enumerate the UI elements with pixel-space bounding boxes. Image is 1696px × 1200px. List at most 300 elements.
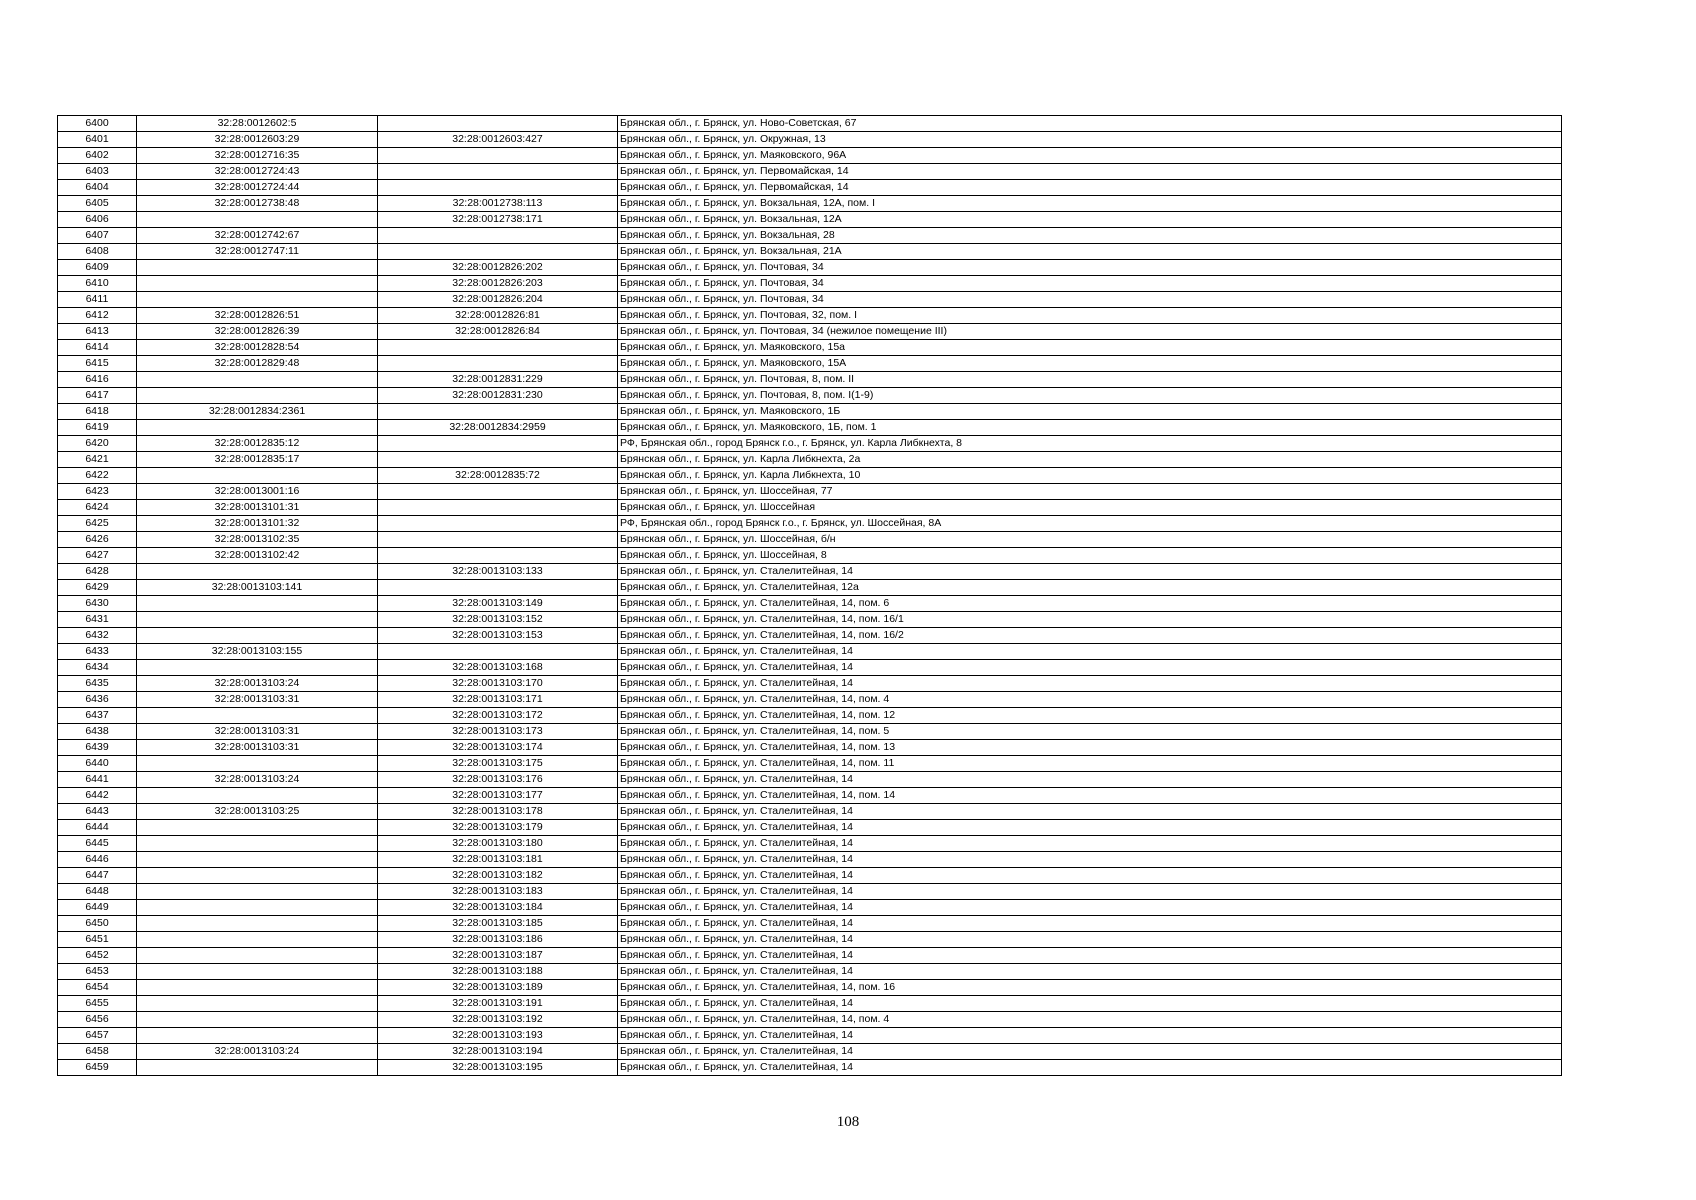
row-number-cell: 6415 xyxy=(58,356,137,372)
row-number-cell: 6418 xyxy=(58,404,137,420)
address-cell: Брянская обл., г. Брянск, ул. Сталелитейная, 14, пом. 6 xyxy=(618,596,1562,612)
object-cadastral-number-cell: 32:28:0013103:149 xyxy=(378,596,618,612)
land-cadastral-number-cell: 32:28:0013103:31 xyxy=(137,740,378,756)
land-cadastral-number-cell xyxy=(137,996,378,1012)
address-cell: Брянская обл., г. Брянск, ул. Сталелитейная, 14 xyxy=(618,676,1562,692)
object-cadastral-number-cell xyxy=(378,516,618,532)
object-cadastral-number-cell: 32:28:0013103:168 xyxy=(378,660,618,676)
address-cell: Брянская обл., г. Брянск, ул. Сталелитейная, 14 xyxy=(618,1044,1562,1060)
address-cell: Брянская обл., г. Брянск, ул. Сталелитейная, 14 xyxy=(618,1028,1562,1044)
address-cell: Брянская обл., г. Брянск, ул. Сталелитейная, 14 xyxy=(618,1060,1562,1076)
address-cell: Брянская обл., г. Брянск, ул. Сталелитейная, 14 xyxy=(618,948,1562,964)
table-row xyxy=(58,228,1562,244)
address-cell: Брянская обл., г. Брянск, ул. Сталелитейная, 14 xyxy=(618,996,1562,1012)
object-cadastral-number-cell: 32:28:0013103:153 xyxy=(378,628,618,644)
table-row xyxy=(58,132,1562,148)
land-cadastral-number-cell: 32:28:0012828:54 xyxy=(137,340,378,356)
row-number-cell: 6421 xyxy=(58,452,137,468)
address-cell: Брянская обл., г. Брянск, ул. Почтовая, 8, пом. I(1-9) xyxy=(618,388,1562,404)
object-cadastral-number-cell: 32:28:0013103:193 xyxy=(378,1028,618,1044)
row-number-cell: 6434 xyxy=(58,660,137,676)
land-cadastral-number-cell: 32:28:0012835:12 xyxy=(137,436,378,452)
row-number-cell: 6445 xyxy=(58,836,137,852)
object-cadastral-number-cell: 32:28:0012603:427 xyxy=(378,132,618,148)
table-row xyxy=(58,724,1562,740)
row-number-cell: 6454 xyxy=(58,980,137,996)
table-row xyxy=(58,516,1562,532)
land-cadastral-number-cell xyxy=(137,564,378,580)
object-cadastral-number-cell: 32:28:0012835:72 xyxy=(378,468,618,484)
land-cadastral-number-cell: 32:28:0013103:24 xyxy=(137,772,378,788)
address-cell: Брянская обл., г. Брянск, ул. Первомайская, 14 xyxy=(618,180,1562,196)
row-number-cell: 6431 xyxy=(58,612,137,628)
address-cell: Брянская обл., г. Брянск, ул. Шоссейная xyxy=(618,500,1562,516)
table-row xyxy=(58,996,1562,1012)
land-cadastral-number-cell xyxy=(137,212,378,228)
address-cell: Брянская обл., г. Брянск, ул. Сталелитейная, 14 xyxy=(618,964,1562,980)
table-row xyxy=(58,372,1562,388)
table-row xyxy=(58,596,1562,612)
address-cell: Брянская обл., г. Брянск, ул. Карла Либкнехта, 2а xyxy=(618,452,1562,468)
land-cadastral-number-cell xyxy=(137,948,378,964)
address-cell: Брянская обл., г. Брянск, ул. Почтовая, 34 xyxy=(618,276,1562,292)
object-cadastral-number-cell: 32:28:0012831:230 xyxy=(378,388,618,404)
address-cell: Брянская обл., г. Брянск, ул. Сталелитейная, 12а xyxy=(618,580,1562,596)
table-row xyxy=(58,612,1562,628)
address-cell: РФ, Брянская обл., город Брянск г.о., г. Брянск, ул. Шоссейная, 8А xyxy=(618,516,1562,532)
address-cell: Брянская обл., г. Брянск, ул. Сталелитейная, 14, пом. 5 xyxy=(618,724,1562,740)
land-cadastral-number-cell: 32:28:0013101:31 xyxy=(137,500,378,516)
object-cadastral-number-cell: 32:28:0012826:84 xyxy=(378,324,618,340)
object-cadastral-number-cell: 32:28:0013103:182 xyxy=(378,868,618,884)
table-row xyxy=(58,580,1562,596)
object-cadastral-number-cell: 32:28:0013103:185 xyxy=(378,916,618,932)
address-cell: Брянская обл., г. Брянск, ул. Сталелитейная, 14, пом. 13 xyxy=(618,740,1562,756)
table-row xyxy=(58,292,1562,308)
object-cadastral-number-cell xyxy=(378,580,618,596)
row-number-cell: 6420 xyxy=(58,436,137,452)
address-cell: Брянская обл., г. Брянск, ул. Сталелитейная, 14, пом. 16/1 xyxy=(618,612,1562,628)
table-row xyxy=(58,404,1562,420)
land-cadastral-number-cell: 32:28:0013103:141 xyxy=(137,580,378,596)
land-cadastral-number-cell: 32:28:0013103:24 xyxy=(137,1044,378,1060)
address-cell: Брянская обл., г. Брянск, ул. Вокзальная, 21А xyxy=(618,244,1562,260)
object-cadastral-number-cell: 32:28:0012834:2959 xyxy=(378,420,618,436)
table-row xyxy=(58,308,1562,324)
object-cadastral-number-cell xyxy=(378,404,618,420)
table-row xyxy=(58,708,1562,724)
table-row xyxy=(58,324,1562,340)
table-row xyxy=(58,164,1562,180)
object-cadastral-number-cell: 32:28:0012738:113 xyxy=(378,196,618,212)
table-row xyxy=(58,388,1562,404)
row-number-cell: 6412 xyxy=(58,308,137,324)
address-cell: Брянская обл., г. Брянск, ул. Сталелитейная, 14 xyxy=(618,900,1562,916)
land-cadastral-number-cell xyxy=(137,612,378,628)
address-cell: Брянская обл., г. Брянск, ул. Сталелитейная, 14 xyxy=(618,804,1562,820)
table-row xyxy=(58,148,1562,164)
row-number-cell: 6414 xyxy=(58,340,137,356)
object-cadastral-number-cell xyxy=(378,164,618,180)
row-number-cell: 6403 xyxy=(58,164,137,180)
row-number-cell: 6455 xyxy=(58,996,137,1012)
table-row xyxy=(58,356,1562,372)
address-cell: Брянская обл., г. Брянск, ул. Сталелитейная, 14 xyxy=(618,932,1562,948)
address-cell: Брянская обл., г. Брянск, ул. Шоссейная, б/н xyxy=(618,532,1562,548)
row-number-cell: 6440 xyxy=(58,756,137,772)
land-cadastral-number-cell xyxy=(137,1060,378,1076)
table-row xyxy=(58,1028,1562,1044)
object-cadastral-number-cell: 32:28:0012826:203 xyxy=(378,276,618,292)
table-row xyxy=(58,548,1562,564)
row-number-cell: 6419 xyxy=(58,420,137,436)
address-cell: Брянская обл., г. Брянск, ул. Сталелитейная, 14 xyxy=(618,836,1562,852)
table-row xyxy=(58,916,1562,932)
object-cadastral-number-cell xyxy=(378,644,618,660)
row-number-cell: 6426 xyxy=(58,532,137,548)
land-cadastral-number-cell xyxy=(137,852,378,868)
object-cadastral-number-cell: 32:28:0013103:152 xyxy=(378,612,618,628)
land-cadastral-number-cell xyxy=(137,884,378,900)
land-cadastral-number-cell: 32:28:0013103:31 xyxy=(137,692,378,708)
address-cell: Брянская обл., г. Брянск, ул. Сталелитейная, 14, пом. 12 xyxy=(618,708,1562,724)
address-cell: Брянская обл., г. Брянск, ул. Маяковского, 96А xyxy=(618,148,1562,164)
row-number-cell: 6400 xyxy=(58,116,137,132)
object-cadastral-number-cell: 32:28:0013103:173 xyxy=(378,724,618,740)
land-cadastral-number-cell xyxy=(137,372,378,388)
address-cell: РФ, Брянская обл., город Брянск г.о., г. Брянск, ул. Карла Либкнехта, 8 xyxy=(618,436,1562,452)
land-cadastral-number-cell: 32:28:0012724:44 xyxy=(137,180,378,196)
land-cadastral-number-cell xyxy=(137,420,378,436)
table-row xyxy=(58,692,1562,708)
land-cadastral-number-cell: 32:28:0012826:39 xyxy=(137,324,378,340)
address-cell: Брянская обл., г. Брянск, ул. Окружная, 13 xyxy=(618,132,1562,148)
object-cadastral-number-cell: 32:28:0013103:189 xyxy=(378,980,618,996)
land-cadastral-number-cell xyxy=(137,788,378,804)
table-row xyxy=(58,900,1562,916)
row-number-cell: 6413 xyxy=(58,324,137,340)
row-number-cell: 6443 xyxy=(58,804,137,820)
address-cell: Брянская обл., г. Брянск, ул. Сталелитейная, 14, пом. 16 xyxy=(618,980,1562,996)
address-cell: Брянская обл., г. Брянск, ул. Сталелитейная, 14 xyxy=(618,772,1562,788)
land-cadastral-number-cell xyxy=(137,660,378,676)
row-number-cell: 6408 xyxy=(58,244,137,260)
table-row xyxy=(58,532,1562,548)
object-cadastral-number-cell: 32:28:0013103:195 xyxy=(378,1060,618,1076)
land-cadastral-number-cell xyxy=(137,900,378,916)
address-cell: Брянская обл., г. Брянск, ул. Сталелитейная, 14 xyxy=(618,868,1562,884)
row-number-cell: 6438 xyxy=(58,724,137,740)
land-cadastral-number-cell xyxy=(137,1028,378,1044)
table-row xyxy=(58,804,1562,820)
object-cadastral-number-cell xyxy=(378,548,618,564)
land-cadastral-number-cell: 32:28:0012747:11 xyxy=(137,244,378,260)
object-cadastral-number-cell xyxy=(378,484,618,500)
address-cell: Брянская обл., г. Брянск, ул. Сталелитейная, 14 xyxy=(618,660,1562,676)
object-cadastral-number-cell xyxy=(378,436,618,452)
object-cadastral-number-cell xyxy=(378,340,618,356)
address-cell: Брянская обл., г. Брянск, ул. Ново-Советская, 67 xyxy=(618,116,1562,132)
land-cadastral-number-cell xyxy=(137,916,378,932)
row-number-cell: 6448 xyxy=(58,884,137,900)
address-cell: Брянская обл., г. Брянск, ул. Почтовая, 34 (нежилое помещение III) xyxy=(618,324,1562,340)
object-cadastral-number-cell: 32:28:0013103:133 xyxy=(378,564,618,580)
address-cell: Брянская обл., г. Брянск, ул. Почтовая, 34 xyxy=(618,292,1562,308)
land-cadastral-number-cell xyxy=(137,868,378,884)
object-cadastral-number-cell: 32:28:0013103:170 xyxy=(378,676,618,692)
table-row xyxy=(58,244,1562,260)
row-number-cell: 6405 xyxy=(58,196,137,212)
address-cell: Брянская обл., г. Брянск, ул. Маяковского, 15А xyxy=(618,356,1562,372)
address-cell: Брянская обл., г. Брянск, ул. Сталелитейная, 14, пом. 11 xyxy=(618,756,1562,772)
land-cadastral-number-cell: 32:28:0012738:48 xyxy=(137,196,378,212)
table-row xyxy=(58,468,1562,484)
land-cadastral-number-cell: 32:28:0013103:155 xyxy=(137,644,378,660)
address-cell: Брянская обл., г. Брянск, ул. Вокзальная, 28 xyxy=(618,228,1562,244)
row-number-cell: 6430 xyxy=(58,596,137,612)
object-cadastral-number-cell: 32:28:0012826:202 xyxy=(378,260,618,276)
row-number-cell: 6439 xyxy=(58,740,137,756)
table-row xyxy=(58,676,1562,692)
row-number-cell: 6453 xyxy=(58,964,137,980)
object-cadastral-number-cell: 32:28:0012826:81 xyxy=(378,308,618,324)
address-cell: Брянская обл., г. Брянск, ул. Вокзальная, 12А xyxy=(618,212,1562,228)
row-number-cell: 6433 xyxy=(58,644,137,660)
object-cadastral-number-cell: 32:28:0013103:181 xyxy=(378,852,618,868)
row-number-cell: 6407 xyxy=(58,228,137,244)
land-cadastral-number-cell xyxy=(137,260,378,276)
row-number-cell: 6423 xyxy=(58,484,137,500)
row-number-cell: 6428 xyxy=(58,564,137,580)
row-number-cell: 6432 xyxy=(58,628,137,644)
row-number-cell: 6435 xyxy=(58,676,137,692)
table-row xyxy=(58,852,1562,868)
row-number-cell: 6437 xyxy=(58,708,137,724)
land-cadastral-number-cell xyxy=(137,708,378,724)
object-cadastral-number-cell: 32:28:0013103:180 xyxy=(378,836,618,852)
object-cadastral-number-cell xyxy=(378,500,618,516)
address-cell: Брянская обл., г. Брянск, ул. Почтовая, 8, пом. II xyxy=(618,372,1562,388)
table-row xyxy=(58,196,1562,212)
object-cadastral-number-cell xyxy=(378,532,618,548)
land-cadastral-number-cell: 32:28:0013101:32 xyxy=(137,516,378,532)
table-row xyxy=(58,836,1562,852)
land-cadastral-number-cell xyxy=(137,596,378,612)
row-number-cell: 6417 xyxy=(58,388,137,404)
land-cadastral-number-cell: 32:28:0012835:17 xyxy=(137,452,378,468)
address-cell: Брянская обл., г. Брянск, ул. Сталелитейная, 14, пом. 16/2 xyxy=(618,628,1562,644)
land-cadastral-number-cell: 32:28:0013103:25 xyxy=(137,804,378,820)
row-number-cell: 6441 xyxy=(58,772,137,788)
land-cadastral-number-cell: 32:28:0013103:24 xyxy=(137,676,378,692)
table-row xyxy=(58,420,1562,436)
land-cadastral-number-cell: 32:28:0012724:43 xyxy=(137,164,378,180)
object-cadastral-number-cell: 32:28:0012831:229 xyxy=(378,372,618,388)
address-cell: Брянская обл., г. Брянск, ул. Сталелитейная, 14, пом. 14 xyxy=(618,788,1562,804)
land-cadastral-number-cell xyxy=(137,820,378,836)
object-cadastral-number-cell xyxy=(378,452,618,468)
object-cadastral-number-cell: 32:28:0013103:191 xyxy=(378,996,618,1012)
row-number-cell: 6451 xyxy=(58,932,137,948)
land-cadastral-number-cell: 32:28:0012742:67 xyxy=(137,228,378,244)
table-row xyxy=(58,980,1562,996)
table-row xyxy=(58,868,1562,884)
land-cadastral-number-cell: 32:28:0013102:35 xyxy=(137,532,378,548)
address-cell: Брянская обл., г. Брянск, ул. Вокзальная, 12А, пом. I xyxy=(618,196,1562,212)
row-number-cell: 6456 xyxy=(58,1012,137,1028)
land-cadastral-number-cell: 32:28:0013102:42 xyxy=(137,548,378,564)
land-cadastral-number-cell xyxy=(137,932,378,948)
row-number-cell: 6411 xyxy=(58,292,137,308)
address-cell: Брянская обл., г. Брянск, ул. Сталелитейная, 14, пом. 4 xyxy=(618,1012,1562,1028)
land-cadastral-number-cell xyxy=(137,1012,378,1028)
land-cadastral-number-cell: 32:28:0012834:2361 xyxy=(137,404,378,420)
object-cadastral-number-cell xyxy=(378,148,618,164)
object-cadastral-number-cell xyxy=(378,244,618,260)
object-cadastral-number-cell: 32:28:0013103:174 xyxy=(378,740,618,756)
land-cadastral-number-cell xyxy=(137,756,378,772)
table-row xyxy=(58,740,1562,756)
object-cadastral-number-cell: 32:28:0013103:171 xyxy=(378,692,618,708)
address-cell: Брянская обл., г. Брянск, ул. Шоссейная, 8 xyxy=(618,548,1562,564)
table-row xyxy=(58,340,1562,356)
table-row xyxy=(58,820,1562,836)
table-row xyxy=(58,1044,1562,1060)
object-cadastral-number-cell: 32:28:0013103:188 xyxy=(378,964,618,980)
object-cadastral-number-cell: 32:28:0013103:187 xyxy=(378,948,618,964)
land-cadastral-number-cell xyxy=(137,836,378,852)
row-number-cell: 6446 xyxy=(58,852,137,868)
row-number-cell: 6458 xyxy=(58,1044,137,1060)
table-row xyxy=(58,260,1562,276)
address-cell: Брянская обл., г. Брянск, ул. Сталелитейная, 14 xyxy=(618,884,1562,900)
object-cadastral-number-cell: 32:28:0012738:171 xyxy=(378,212,618,228)
address-cell: Брянская обл., г. Брянск, ул. Первомайская, 14 xyxy=(618,164,1562,180)
land-cadastral-number-cell: 32:28:0012602:5 xyxy=(137,116,378,132)
table-row xyxy=(58,948,1562,964)
row-number-cell: 6404 xyxy=(58,180,137,196)
land-cadastral-number-cell: 32:28:0012716:35 xyxy=(137,148,378,164)
table-row xyxy=(58,276,1562,292)
address-cell: Брянская обл., г. Брянск, ул. Карла Либкнехта, 10 xyxy=(618,468,1562,484)
address-cell: Брянская обл., г. Брянск, ул. Сталелитейная, 14, пом. 4 xyxy=(618,692,1562,708)
land-cadastral-number-cell: 32:28:0012603:29 xyxy=(137,132,378,148)
address-cell: Брянская обл., г. Брянск, ул. Маяковского, 1Б, пом. 1 xyxy=(618,420,1562,436)
object-cadastral-number-cell xyxy=(378,228,618,244)
land-cadastral-number-cell: 32:28:0013103:31 xyxy=(137,724,378,740)
address-cell: Брянская обл., г. Брянск, ул. Шоссейная, 77 xyxy=(618,484,1562,500)
table-row xyxy=(58,180,1562,196)
row-number-cell: 6429 xyxy=(58,580,137,596)
object-cadastral-number-cell: 32:28:0013103:176 xyxy=(378,772,618,788)
address-cell: Брянская обл., г. Брянск, ул. Маяковского, 15а xyxy=(618,340,1562,356)
row-number-cell: 6444 xyxy=(58,820,137,836)
row-number-cell: 6410 xyxy=(58,276,137,292)
table-row xyxy=(58,644,1562,660)
land-cadastral-number-cell xyxy=(137,276,378,292)
object-cadastral-number-cell: 32:28:0013103:184 xyxy=(378,900,618,916)
land-cadastral-number-cell xyxy=(137,628,378,644)
table-row xyxy=(58,452,1562,468)
object-cadastral-number-cell: 32:28:0013103:186 xyxy=(378,932,618,948)
table-row xyxy=(58,772,1562,788)
address-cell: Брянская обл., г. Брянск, ул. Сталелитейная, 14 xyxy=(618,820,1562,836)
address-cell: Брянская обл., г. Брянск, ул. Сталелитейная, 14 xyxy=(618,564,1562,580)
land-cadastral-number-cell xyxy=(137,292,378,308)
object-cadastral-number-cell: 32:28:0013103:177 xyxy=(378,788,618,804)
row-number-cell: 6406 xyxy=(58,212,137,228)
table-row xyxy=(58,660,1562,676)
row-number-cell: 6424 xyxy=(58,500,137,516)
address-cell: Брянская обл., г. Брянск, ул. Сталелитейная, 14 xyxy=(618,852,1562,868)
object-cadastral-number-cell: 32:28:0013103:175 xyxy=(378,756,618,772)
table-row xyxy=(58,964,1562,980)
table-row xyxy=(58,564,1562,580)
table-row xyxy=(58,436,1562,452)
address-cell: Брянская обл., г. Брянск, ул. Почтовая, 32, пом. I xyxy=(618,308,1562,324)
row-number-cell: 6436 xyxy=(58,692,137,708)
address-cell: Брянская обл., г. Брянск, ул. Сталелитейная, 14 xyxy=(618,916,1562,932)
address-cell: Брянская обл., г. Брянск, ул. Маяковского, 1Б xyxy=(618,404,1562,420)
row-number-cell: 6422 xyxy=(58,468,137,484)
land-cadastral-number-cell xyxy=(137,388,378,404)
object-cadastral-number-cell: 32:28:0013103:183 xyxy=(378,884,618,900)
table-row xyxy=(58,500,1562,516)
object-cadastral-number-cell: 32:28:0013103:179 xyxy=(378,820,618,836)
address-cell: Брянская обл., г. Брянск, ул. Сталелитейная, 14 xyxy=(618,644,1562,660)
land-cadastral-number-cell xyxy=(137,468,378,484)
table-row xyxy=(58,884,1562,900)
page-number: 108 xyxy=(836,1114,860,1130)
object-cadastral-number-cell: 32:28:0013103:192 xyxy=(378,1012,618,1028)
row-number-cell: 6459 xyxy=(58,1060,137,1076)
address-cell: Брянская обл., г. Брянск, ул. Почтовая, 34 xyxy=(618,260,1562,276)
row-number-cell: 6449 xyxy=(58,900,137,916)
land-cadastral-number-cell: 32:28:0012826:51 xyxy=(137,308,378,324)
row-number-cell: 6427 xyxy=(58,548,137,564)
row-number-cell: 6450 xyxy=(58,916,137,932)
property-registry-table xyxy=(57,115,1562,1076)
table-row xyxy=(58,788,1562,804)
row-number-cell: 6401 xyxy=(58,132,137,148)
object-cadastral-number-cell: 32:28:0013103:178 xyxy=(378,804,618,820)
object-cadastral-number-cell: 32:28:0013103:194 xyxy=(378,1044,618,1060)
object-cadastral-number-cell xyxy=(378,356,618,372)
row-number-cell: 6442 xyxy=(58,788,137,804)
table-row xyxy=(58,932,1562,948)
table-row xyxy=(58,116,1562,132)
land-cadastral-number-cell: 32:28:0012829:48 xyxy=(137,356,378,372)
row-number-cell: 6425 xyxy=(58,516,137,532)
table-row xyxy=(58,1012,1562,1028)
table-row xyxy=(58,212,1562,228)
row-number-cell: 6447 xyxy=(58,868,137,884)
row-number-cell: 6402 xyxy=(58,148,137,164)
table-row xyxy=(58,756,1562,772)
land-cadastral-number-cell xyxy=(137,980,378,996)
table-row xyxy=(58,484,1562,500)
object-cadastral-number-cell xyxy=(378,180,618,196)
row-number-cell: 6416 xyxy=(58,372,137,388)
registry-table-body xyxy=(58,116,1562,1076)
row-number-cell: 6409 xyxy=(58,260,137,276)
table-row xyxy=(58,1060,1562,1076)
object-cadastral-number-cell: 32:28:0013103:172 xyxy=(378,708,618,724)
land-cadastral-number-cell xyxy=(137,964,378,980)
land-cadastral-number-cell: 32:28:0013001:16 xyxy=(137,484,378,500)
row-number-cell: 6457 xyxy=(58,1028,137,1044)
object-cadastral-number-cell: 32:28:0012826:204 xyxy=(378,292,618,308)
